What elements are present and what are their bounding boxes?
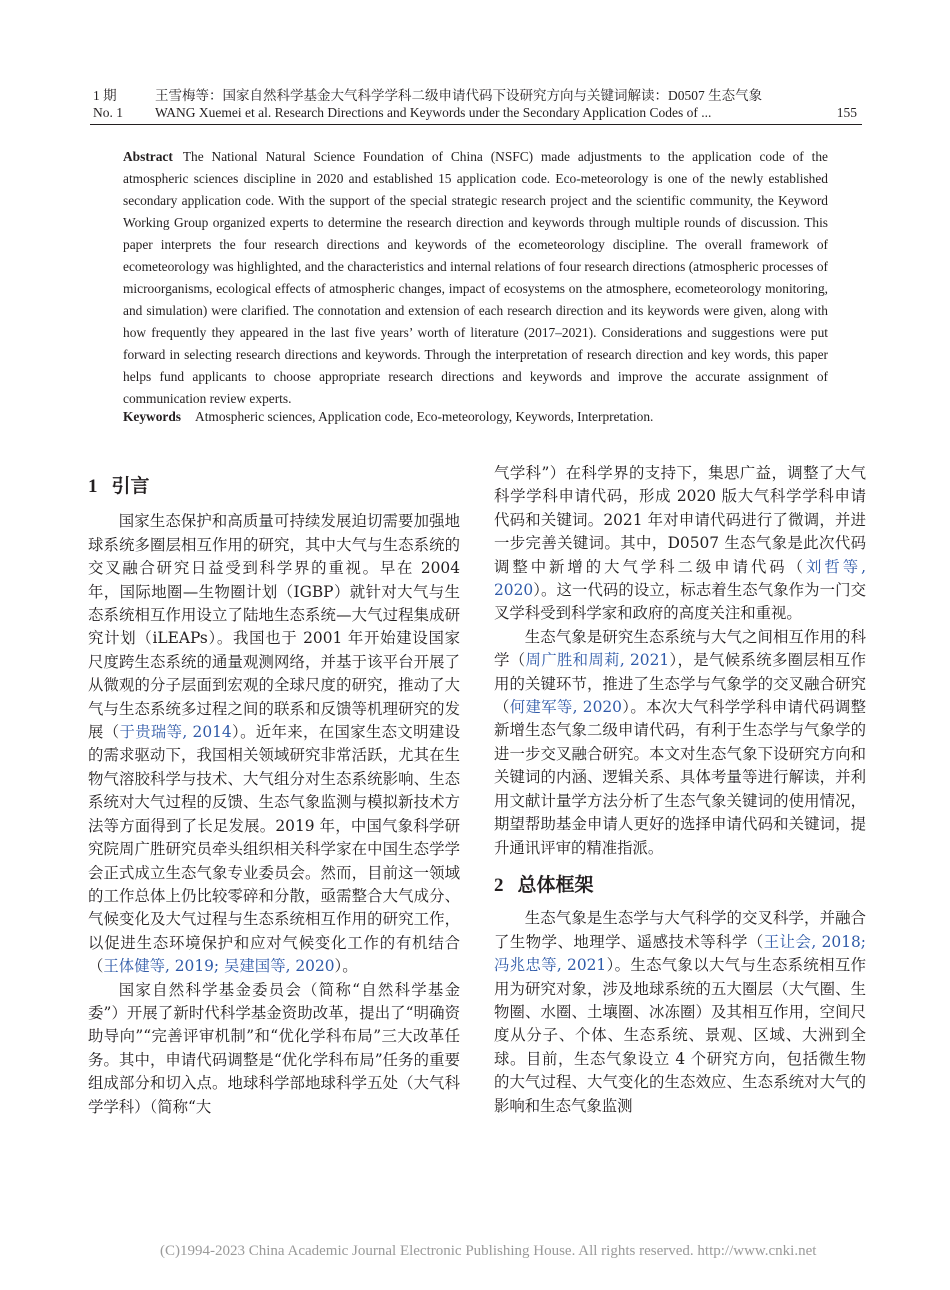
citation-link[interactable]: 何建军等, 2020 xyxy=(509,698,622,717)
running-title-cn: 王雪梅等：国家自然科学基金大气科学学科二级申请代码下设研究方向与关键词解读：D0507 生态气象 xyxy=(155,88,763,103)
section-2-heading xyxy=(494,874,866,897)
framework-paragraph-1: 生态气象是生态学与大气科学的交叉科学，并融合了生物学、地理学、遥感技术等科学（王让会, 2018; 冯兆忠等, 2021）。生态气象以大气与生态系统相互作用为研究对象，涉及地球系统的五大圈层（大气圈、生物圈、水圈、土壤圈、冰冻圈）及其相互作用，空间尺度从分子、个体、生态系统、景观、区域、大洲到全球。目前，生态气象设立 4 个研究方向，包括微生物的大气过程、大气变化的生态效应、生态系统对大气的影响和生态气象监测 xyxy=(494,909,866,1115)
running-header-en xyxy=(93,105,711,121)
section-1-title: 引言 xyxy=(111,475,150,497)
keywords-label: Keywords xyxy=(123,409,182,424)
citation-link[interactable]: 吴建国等, 2020 xyxy=(224,957,335,976)
left-column xyxy=(88,475,460,1119)
copyright-footer: (C)1994-2023 China Academic Journal Electronic Publishing House. All rights reserved. http://www.cnki.net xyxy=(160,1243,817,1259)
intro-paragraph-2-start: 国家自然科学基金委员会（简称“自然科学基金委”）开展了新时代科学基金资助改革，提出了“明确资助导向”“完善评审机制”和“优化学科布局”三大改革任务。其中，申请代码调整是“优化学科布局”任务的重要组成部分和切入点。地球科学部地球科学五处（大气科学学科）（简称“大 xyxy=(88,980,460,1116)
running-header-cn xyxy=(93,84,762,104)
citation-link[interactable]: 王体健等, 2019; xyxy=(103,957,220,976)
issue-label-en: No. 1 xyxy=(93,105,123,120)
citation-link[interactable]: 于贵瑞等, 2014 xyxy=(119,723,232,742)
page-number: 155 xyxy=(836,105,857,120)
abstract-text: The National Natural Science Foundation of China (NSFC) made adjustments to the application code of the atmospheric sciences discipline in 2020 and established 15 application code. Eco-meteorology is one of the newly established secondary application code. With the support of the special strategic research project and the scientific community, the Keyword Working Group organized experts to determine the research direction and keywords through multiple rounds of discussion. This paper interprets the four research directions and keywords of the ecometeorology discipline. The overall framework of ecometeorology was highlighted, and the characteristics and internal relations of four research directions (atmospheric processes of microorganisms, ecological effects of atmospheric changes, impact of ecosystems on the atmosphere, ecometeorology monitoring, and simulation) were clarified. The connotation and extension of each research direction and its keywords were given, along with how frequently they appeared in the last five years’ worth of literature (2017–2021). Considerations and suggestions were put forward in selecting research directions and keywords. Through the interpretation of research direction and key words, this paper helps fund applicants to choose appropriate research directions and keywords and improve the accurate assignment of communication review experts. xyxy=(123,149,828,406)
abstract-block xyxy=(123,146,828,410)
abstract-label: Abstract xyxy=(123,149,173,164)
citation-link[interactable]: 周广胜和周莉, 2021 xyxy=(525,651,670,670)
section-2-number: 2 xyxy=(494,874,504,896)
citation-link[interactable]: 刘哲等, 2020 xyxy=(494,557,866,600)
running-title-en: WANG Xuemei et al. Research Directions and Keywords under the Secondary Application Codes of ... xyxy=(155,105,712,120)
section-1-heading xyxy=(88,475,460,498)
intro-paragraph-3: 生态气象是研究生态系统与大气之间相互作用的科学（周广胜和周莉, 2021），是气候系统多圈层相互作用的关键环节，推进了生态学与气象学的交叉融合研究（何建军等, 2020）。本次大气科学学科申请代码调整新增生态气象二级申请代码，有利于生态学与气象学的进一步交叉融合研究。本文对生态气象下设研究方向和关键词的内涵、逻辑关系、具体考量等进行解读，并利用文献计量学方法分析了生态气象关键词的使用情况，期望帮助基金申请人更好的选择申请代码和关键词，提升通讯评审的精准指派。 xyxy=(494,627,866,857)
citation-link[interactable]: 王让会, 2018; xyxy=(763,932,866,951)
header-divider xyxy=(90,124,862,125)
keywords-block xyxy=(123,409,653,425)
section-2-title: 总体框架 xyxy=(517,873,594,896)
citation-link[interactable]: 冯兆忠等, 2021 xyxy=(494,956,607,975)
issue-label-cn: 1 期 xyxy=(93,88,117,103)
keywords-text: Atmospheric sciences, Application code, Eco-meteorology, Keywords, Interpretation. xyxy=(195,409,654,424)
intro-paragraph-2-cont: 气学科”）在科学界的支持下，集思广益，调整了大气科学学科申请代码，形成 2020 版大气科学学科申请代码和关键词。2021 年对申请代码进行了微调，并进一步完善关键词。其中，D0507 生态气象是此次代码调整中新增的大气学科二级申请代码（刘哲等, 2020）。这一代码的设立，标志着生态气象作为一门交叉学科受到科学家和政府的高度关注和重视。 xyxy=(494,464,866,623)
right-column xyxy=(494,462,866,1118)
section-1-number: 1 xyxy=(88,476,98,497)
intro-paragraph-1: 国家生态保护和高质量可持续发展迫切需要加强地球系统多圈层相互作用的研究，其中大气与生态系统的交叉融合研究日益受到科学界的重视。早在 2004 年，国际地圈—生物圈计划（IGBP）就针对大气与生态系统相互作用设立了陆地生态系统—大气过程集成研究计划（iLEAPs）。我国也于 2001 年开始建设国家尺度跨生态系统的通量观测网络，并基于该平台开展了从微观的分子层面到宏观的全球尺度的研究，推动了大气与生态系统多过程之间的联系和反馈等机理研究的发展（于贵瑞等, 2014）。近年来，在国家生态文明建设的需求驱动下，我国相关领域研究非常活跃，尤其在生物气溶胶科学与技术、大气组分对生态系统影响、生态系统对大气过程的反馈、生态气象监测与模拟新技术方法等方面得到了长足发展。2019 年，中国气象科学研究院周广胜研究员牵头组织相关科学家在中国生态学学会正式成立生态气象专业委员会。然而，目前这一领域的工作总体上仍比较零碎和分散，亟需整合大气成分、气候变化及大气过程与生态系统相互作用的研究工作，以促进生态环境保护和应对气候变化工作的有机结合（王体健等, 2019; 吴建国等, 2020）。 xyxy=(88,512,460,976)
